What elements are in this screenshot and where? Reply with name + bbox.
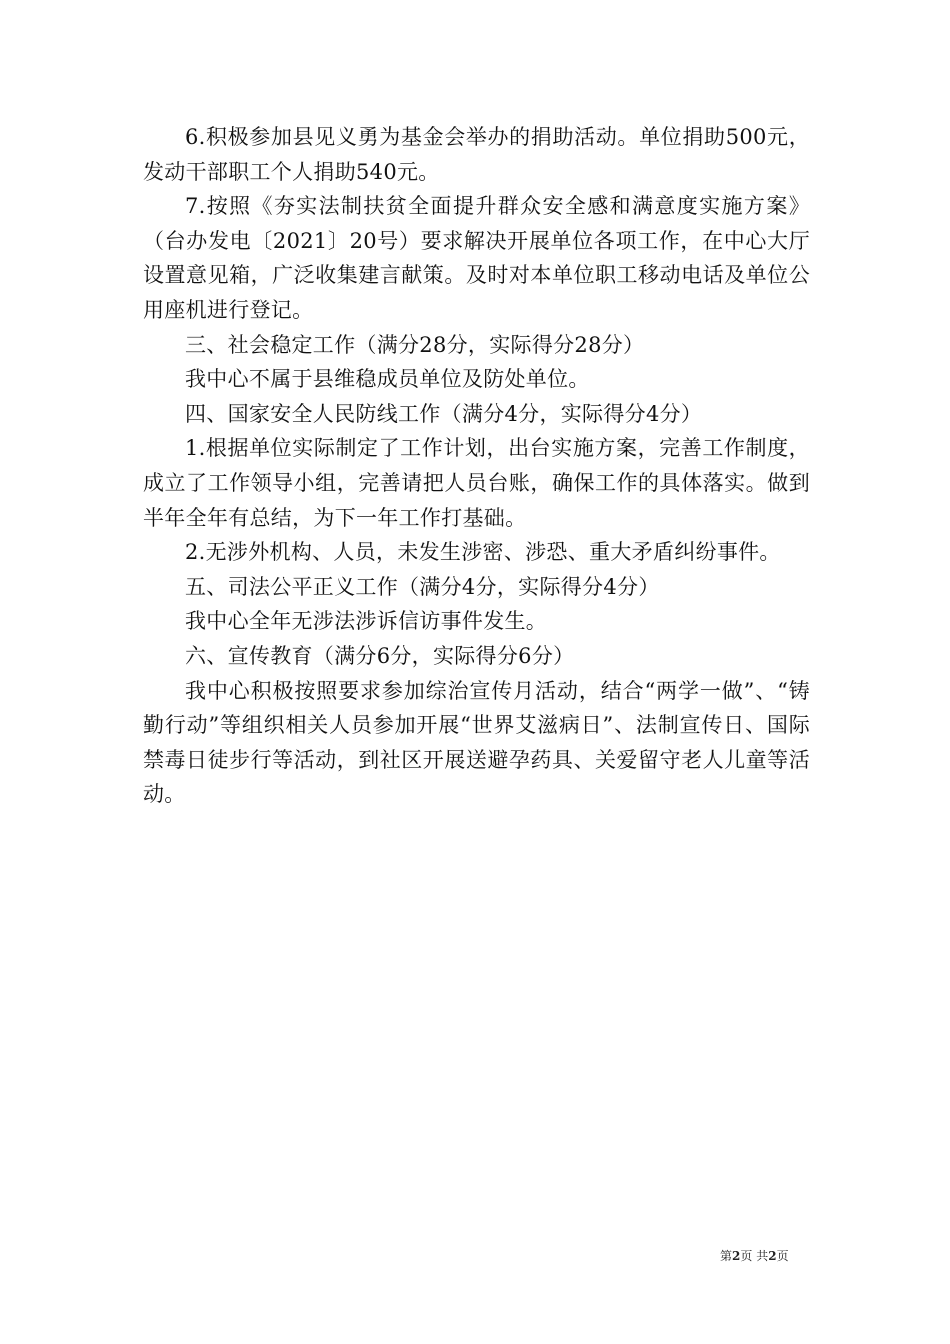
- paragraph-item-7: 7.按照《夯实法制扶贫全面提升群众安全感和满意度实施方案》（台办发电〔2021〕20号）要求解决开展单位各项工作，在中心大厅设置意见箱，广泛收集建言献策。及时对本单位职工移动电话及单位公用座机进行登记。: [143, 194, 810, 322]
- paragraph-item-6: 6.积极参加县见义勇为基金会举办的捐助活动。单位捐助500元，发动干部职工个人捐助540元。: [143, 125, 810, 184]
- document-body: [143, 120, 810, 812]
- footer-middle: 页 共: [740, 1249, 769, 1263]
- paragraph-national-security-2: 2.无涉外机构、人员，未发生涉密、涉恐、重大矛盾纠纷事件。: [185, 540, 781, 565]
- paragraph-national-security-1: 1.根据单位实际制定了工作计划，出台实施方案，完善工作制度，成立了工作领导小组，完善请把人员台账，确保工作的具体落实。做到半年全年有总结，为下一年工作打基础。: [143, 436, 810, 530]
- footer-suffix: 页: [776, 1249, 789, 1263]
- footer-prefix: 第: [720, 1249, 733, 1263]
- footer-current-page: 2: [732, 1249, 741, 1263]
- section-heading-publicity-education: 六、宣传教育（满分6分，实际得分6分）: [185, 643, 575, 668]
- paragraph-judicial-fairness: 我中心全年无涉法涉诉信访事件发生。: [185, 609, 548, 634]
- section-heading-social-stability: 三、社会稳定工作（满分28分，实际得分28分）: [185, 332, 645, 357]
- paragraph-publicity-education: 我中心积极按照要求参加综治宣传月活动，结合“两学一做”、“铸勤行动”等组织相关人员参加开展“世界艾滋病日”、法制宣传日、国际禁毒日徒步行等活动，到社区开展送避孕药具、关爱留守老人儿童等活动。: [143, 678, 810, 807]
- page-footer: [720, 1248, 820, 1264]
- section-heading-judicial-fairness: 五、司法公平正义工作（满分4分，实际得分4分）: [185, 574, 660, 599]
- paragraph-social-stability: 我中心不属于县维稳成员单位及防处单位。: [185, 367, 590, 392]
- footer-total-pages: 2: [768, 1249, 777, 1263]
- section-heading-national-security: 四、国家安全人民防线工作（满分4分，实际得分4分）: [185, 401, 703, 426]
